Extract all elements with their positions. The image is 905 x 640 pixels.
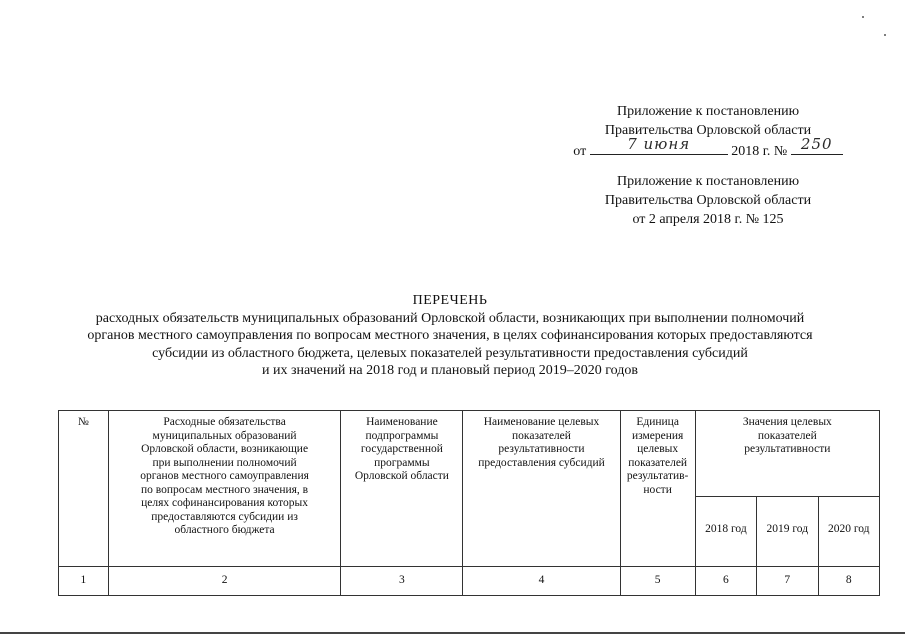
obligations-table: [58, 410, 880, 596]
header-subprogram: Наименование подпрограммы государственной программы Орловской области: [341, 411, 463, 567]
header-unit: Единица измерения целевых показателей результатив-ности: [620, 411, 695, 567]
column-number-cell: 4: [463, 567, 620, 596]
handwritten-date: 7 июня: [627, 135, 691, 153]
appendix-new-line1: Приложение к постановлению: [616, 104, 800, 119]
column-number-cell: 2: [108, 567, 341, 596]
column-number-cell: 1: [59, 567, 109, 596]
title-line2: органов местного самоуправления по вопросам местного значения, в целях софинансирования которых предоставляются: [87, 328, 813, 343]
column-number-cell: 6: [695, 567, 756, 596]
document-heading: ПЕРЕЧЕНЬ: [412, 293, 488, 308]
table-row: [59, 567, 880, 596]
column-number-cell: 3: [341, 567, 463, 596]
appendix-old-line2: Правительства Орловской области: [604, 193, 812, 208]
date-blank: [590, 135, 728, 155]
column-number-cell: 5: [620, 567, 695, 596]
appendix-old-line3: от 2 апреля 2018 г. № 125: [632, 212, 784, 227]
document-title-block: [40, 292, 860, 380]
appendix-new-date-line: [573, 135, 842, 161]
handwritten-number: 250: [800, 135, 833, 153]
table-header-row: [59, 411, 880, 497]
appendix-new-line2: Правительства Орловской области: [604, 123, 812, 138]
appendix-old-block: [548, 172, 868, 229]
appendix-old-line1: Приложение к постановлению: [616, 174, 800, 189]
header-indicators: Наименование целевых показателей результативности предоставления субсидий: [463, 411, 620, 567]
header-values: Значения целевых показателей результативности: [695, 411, 879, 497]
number-blank: [791, 135, 843, 155]
column-number-cell: 8: [818, 567, 880, 596]
header-number: №: [59, 411, 109, 567]
scan-edge-line: [0, 632, 905, 634]
header-obligations: Расходные обязательства муниципальных образований Орловской области, возникающие при выполнении полномочий органов местного самоуправления по вопросам местного значения, в целях софинансирования которых предоставляются субсидии из областного бюджета: [108, 411, 341, 567]
title-line4: и их значений на 2018 год и плановый период 2019–2020 годов: [261, 363, 639, 378]
column-number-cell: 7: [757, 567, 818, 596]
year-suffix: 2018 г. №: [731, 144, 788, 159]
header-year-2020: 2020 год: [818, 496, 880, 566]
scan-speck: [862, 16, 864, 18]
appendix-new-block: [548, 102, 868, 161]
scan-speck: [884, 34, 886, 36]
from-prefix: от: [573, 144, 587, 159]
header-year-2019: 2019 год: [757, 496, 818, 566]
title-line3: субсидии из областного бюджета, целевых показателей результативности предоставления субсидий: [152, 345, 748, 361]
header-year-2018: 2018 год: [695, 496, 756, 566]
title-line1: расходных обязательств муниципальных образований Орловской области, возникающих при выполнении полномочий: [95, 310, 805, 326]
